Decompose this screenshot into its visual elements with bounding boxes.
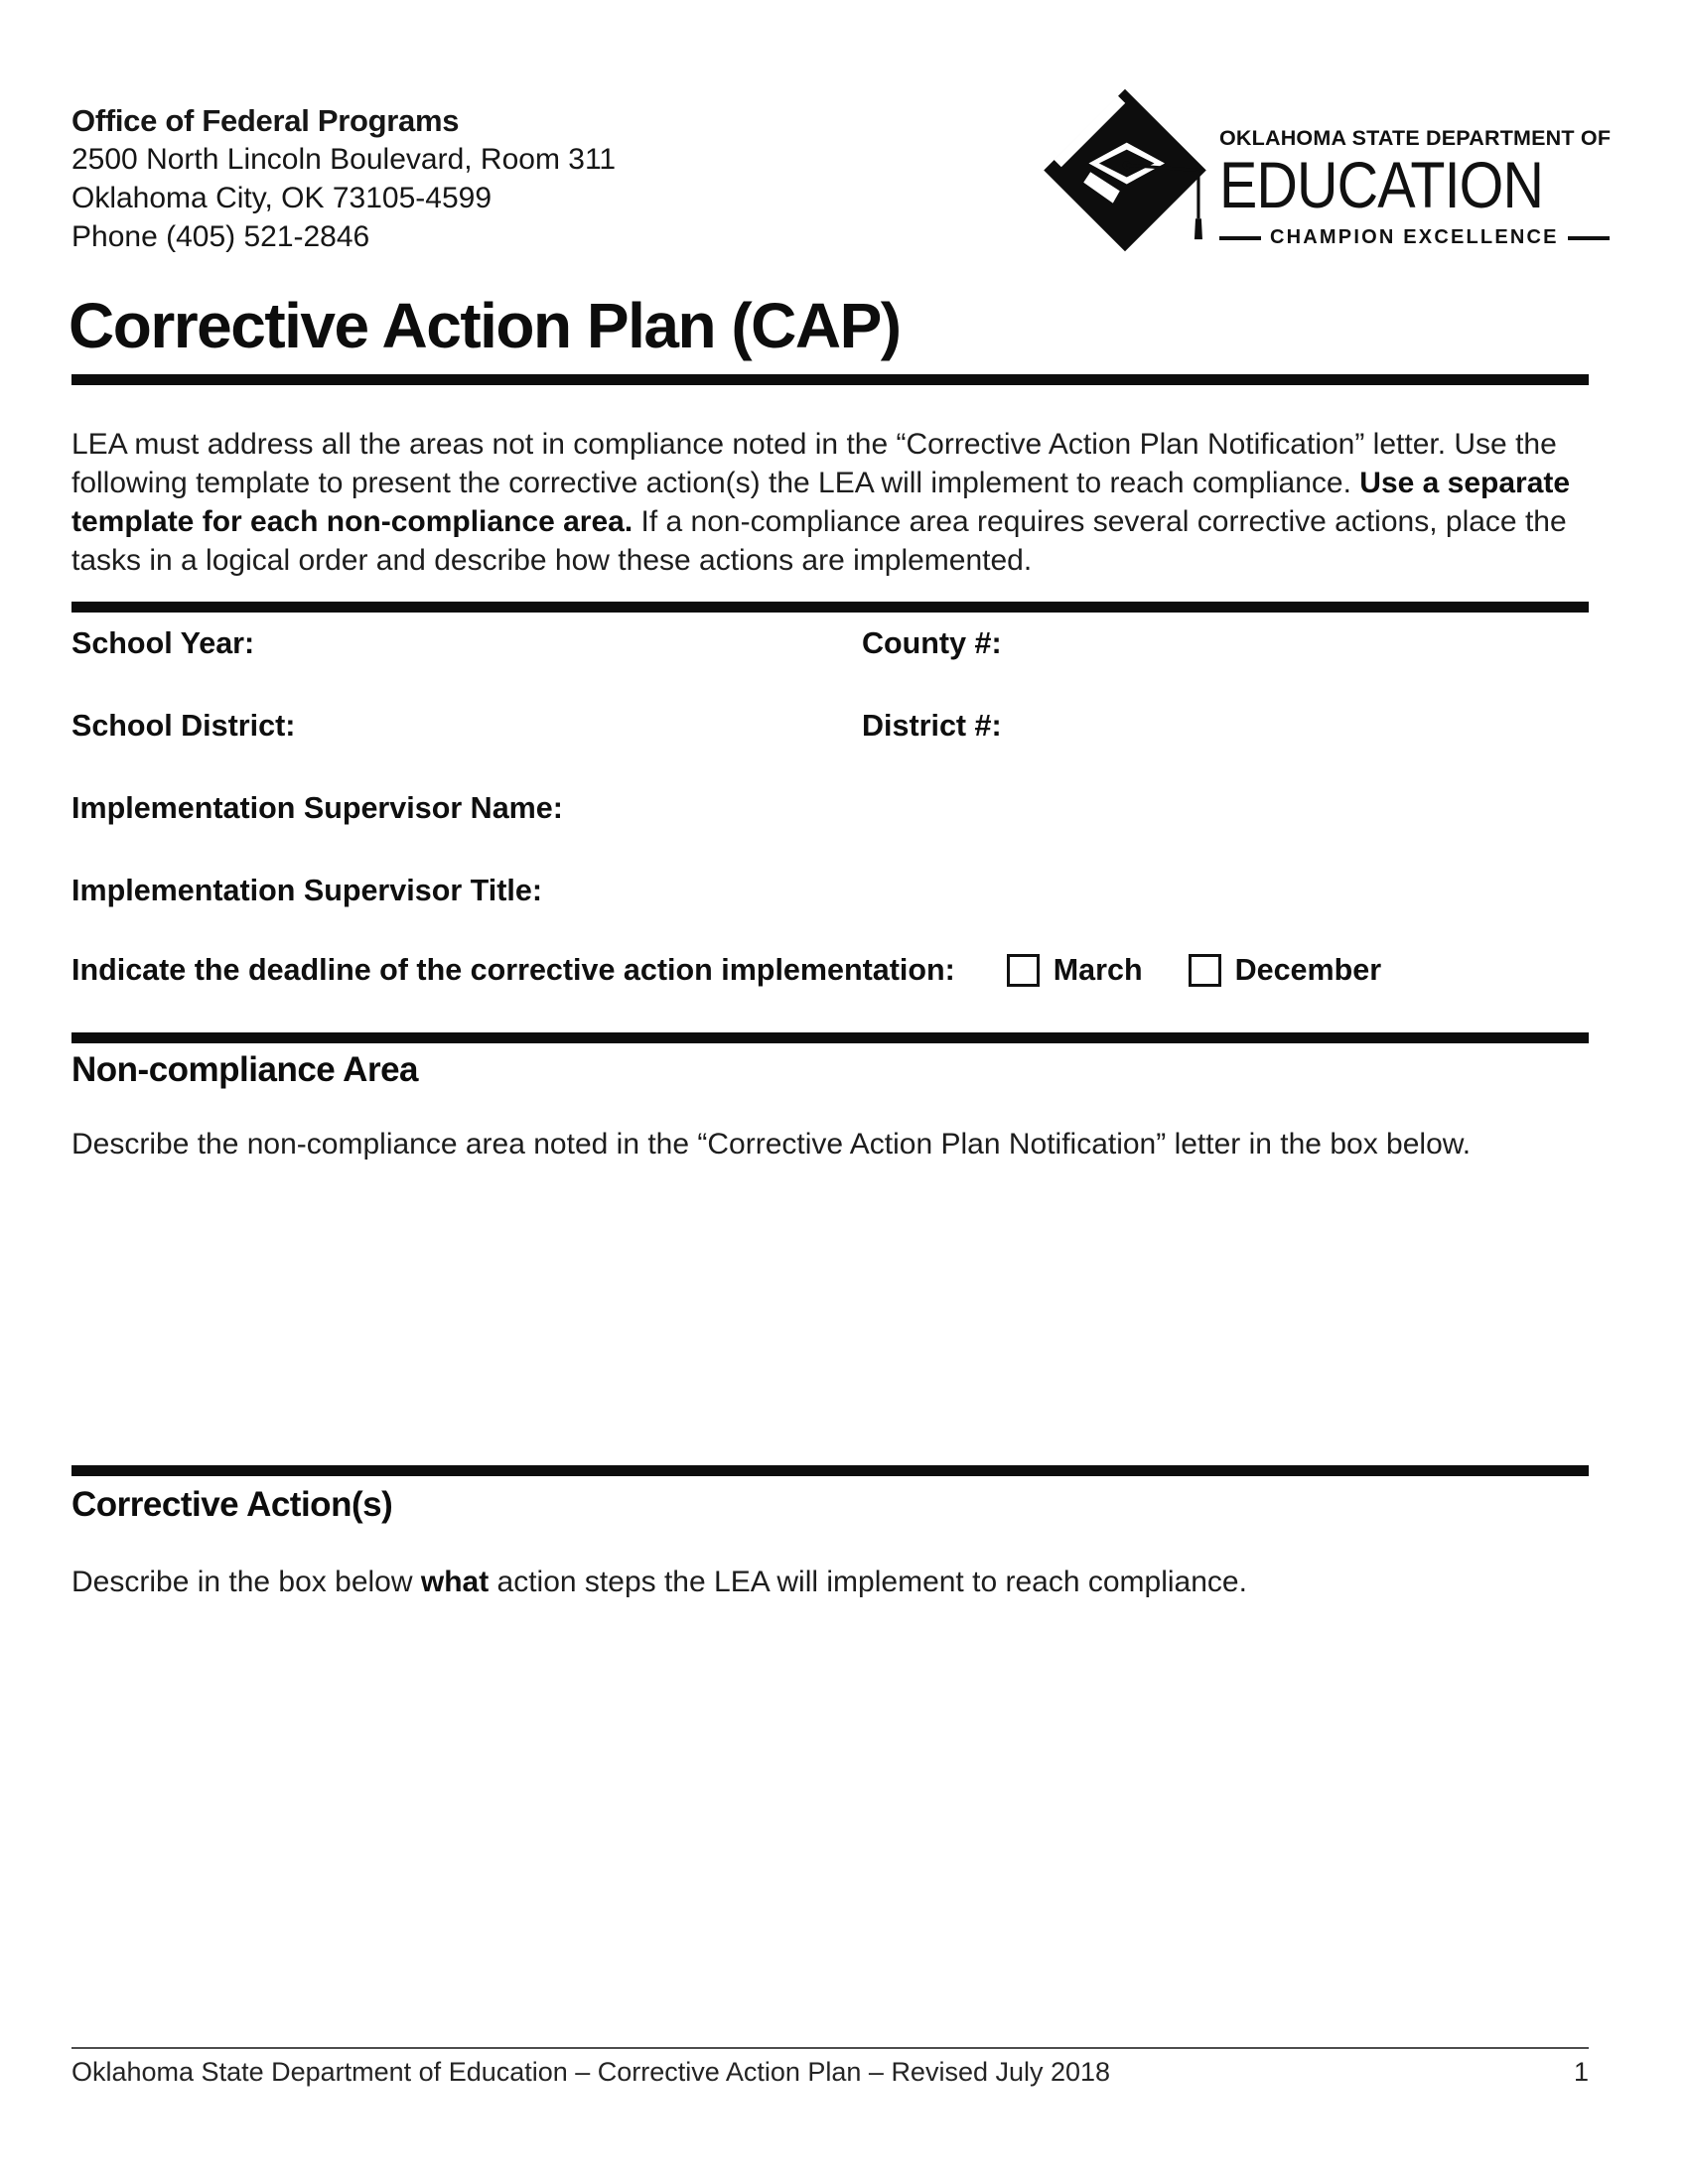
logo-department-line: OKLAHOMA STATE DEPARTMENT OF — [1219, 126, 1612, 150]
footer-divider — [71, 2047, 1589, 2049]
non-compliance-textbox[interactable] — [71, 1181, 1589, 1454]
address-line-1: 2500 North Lincoln Boulevard, Room 311 — [71, 143, 617, 176]
intro-text-1: LEA must address all the areas not in compliance noted in the “Corrective Action Plan Notification” letter. Use the following template to present the corrective action(s) the LEA will implement to reach compliance. — [71, 428, 1557, 499]
ca-desc-text-1: Describe in the box below — [71, 1566, 421, 1598]
county-number-input[interactable] — [1084, 626, 1586, 670]
non-compliance-description: Describe the non-compliance area noted in the “Corrective Action Plan Notification” letter in the box below. — [71, 1128, 1472, 1160]
school-year-label: School Year: — [71, 626, 255, 660]
office-name: Office of Federal Programs — [71, 103, 460, 138]
checkbox-march-label: March — [1053, 953, 1143, 987]
divider — [71, 1032, 1589, 1043]
corrective-actions-heading: Corrective Action(s) — [71, 1485, 393, 1524]
motto-left-dash — [1219, 236, 1261, 240]
footer-text: Oklahoma State Department of Education – Corrective Action Plan – Revised July 2018 — [71, 2057, 1111, 2087]
phone-line: Phone (405) 521-2846 — [71, 220, 370, 253]
intro-text-2: If a non-compliance area requires several corrective actions, place the tasks in a logical order and describe how these actions are implemented. — [71, 505, 1567, 577]
graduation-cap-icon — [1039, 83, 1211, 264]
address-line-2: Oklahoma City, OK 73105-4599 — [71, 182, 492, 214]
row-school-district — [71, 709, 1589, 754]
row-school-year — [71, 626, 1589, 672]
ca-desc-text-2: action steps the LEA will implement to reach compliance. — [489, 1566, 1247, 1598]
intro-bold-text: Use a separate template for each non-compliance area. — [71, 467, 1571, 538]
intro-paragraph — [71, 425, 1593, 580]
supervisor-name-input[interactable] — [667, 791, 1581, 835]
logo-motto-text: CHAMPION EXCELLENCE — [1270, 226, 1559, 249]
deadline-label: Indicate the deadline of the corrective action implementation: — [71, 953, 955, 987]
page-title: Corrective Action Plan (CAP) — [69, 290, 901, 361]
corrective-actions-textbox[interactable] — [71, 1593, 1589, 2030]
district-number-label: District #: — [862, 709, 1002, 743]
school-district-input[interactable] — [379, 709, 836, 752]
row-deadline — [71, 953, 1589, 988]
district-number-input[interactable] — [1094, 709, 1586, 752]
row-supervisor-name — [71, 791, 1589, 837]
divider — [71, 1465, 1589, 1476]
row-supervisor-title — [71, 874, 1589, 919]
supervisor-name-label: Implementation Supervisor Name: — [71, 791, 563, 825]
checkbox-december-label: December — [1234, 953, 1382, 987]
ca-desc-bold-text: what — [420, 1566, 490, 1598]
checkbox-december[interactable] — [1189, 954, 1221, 987]
supervisor-title-input[interactable] — [647, 874, 1581, 917]
motto-right-dash — [1568, 236, 1610, 240]
footer-page-number: 1 — [1573, 2057, 1589, 2087]
school-year-input[interactable] — [330, 626, 836, 670]
supervisor-title-label: Implementation Supervisor Title: — [71, 874, 542, 907]
office-address-block — [71, 101, 616, 256]
logo-motto-row — [1219, 226, 1591, 249]
osde-logo — [1039, 83, 1211, 264]
divider — [71, 602, 1589, 613]
checkbox-march[interactable] — [1007, 954, 1040, 987]
county-number-label: County #: — [862, 626, 1002, 660]
divider — [71, 374, 1589, 385]
footer — [71, 2057, 1589, 2088]
non-compliance-heading: Non-compliance Area — [71, 1050, 419, 1089]
osde-logo-text — [1219, 126, 1612, 249]
school-district-label: School District: — [71, 709, 296, 743]
logo-education-wordmark: EDUCATION — [1219, 148, 1544, 221]
